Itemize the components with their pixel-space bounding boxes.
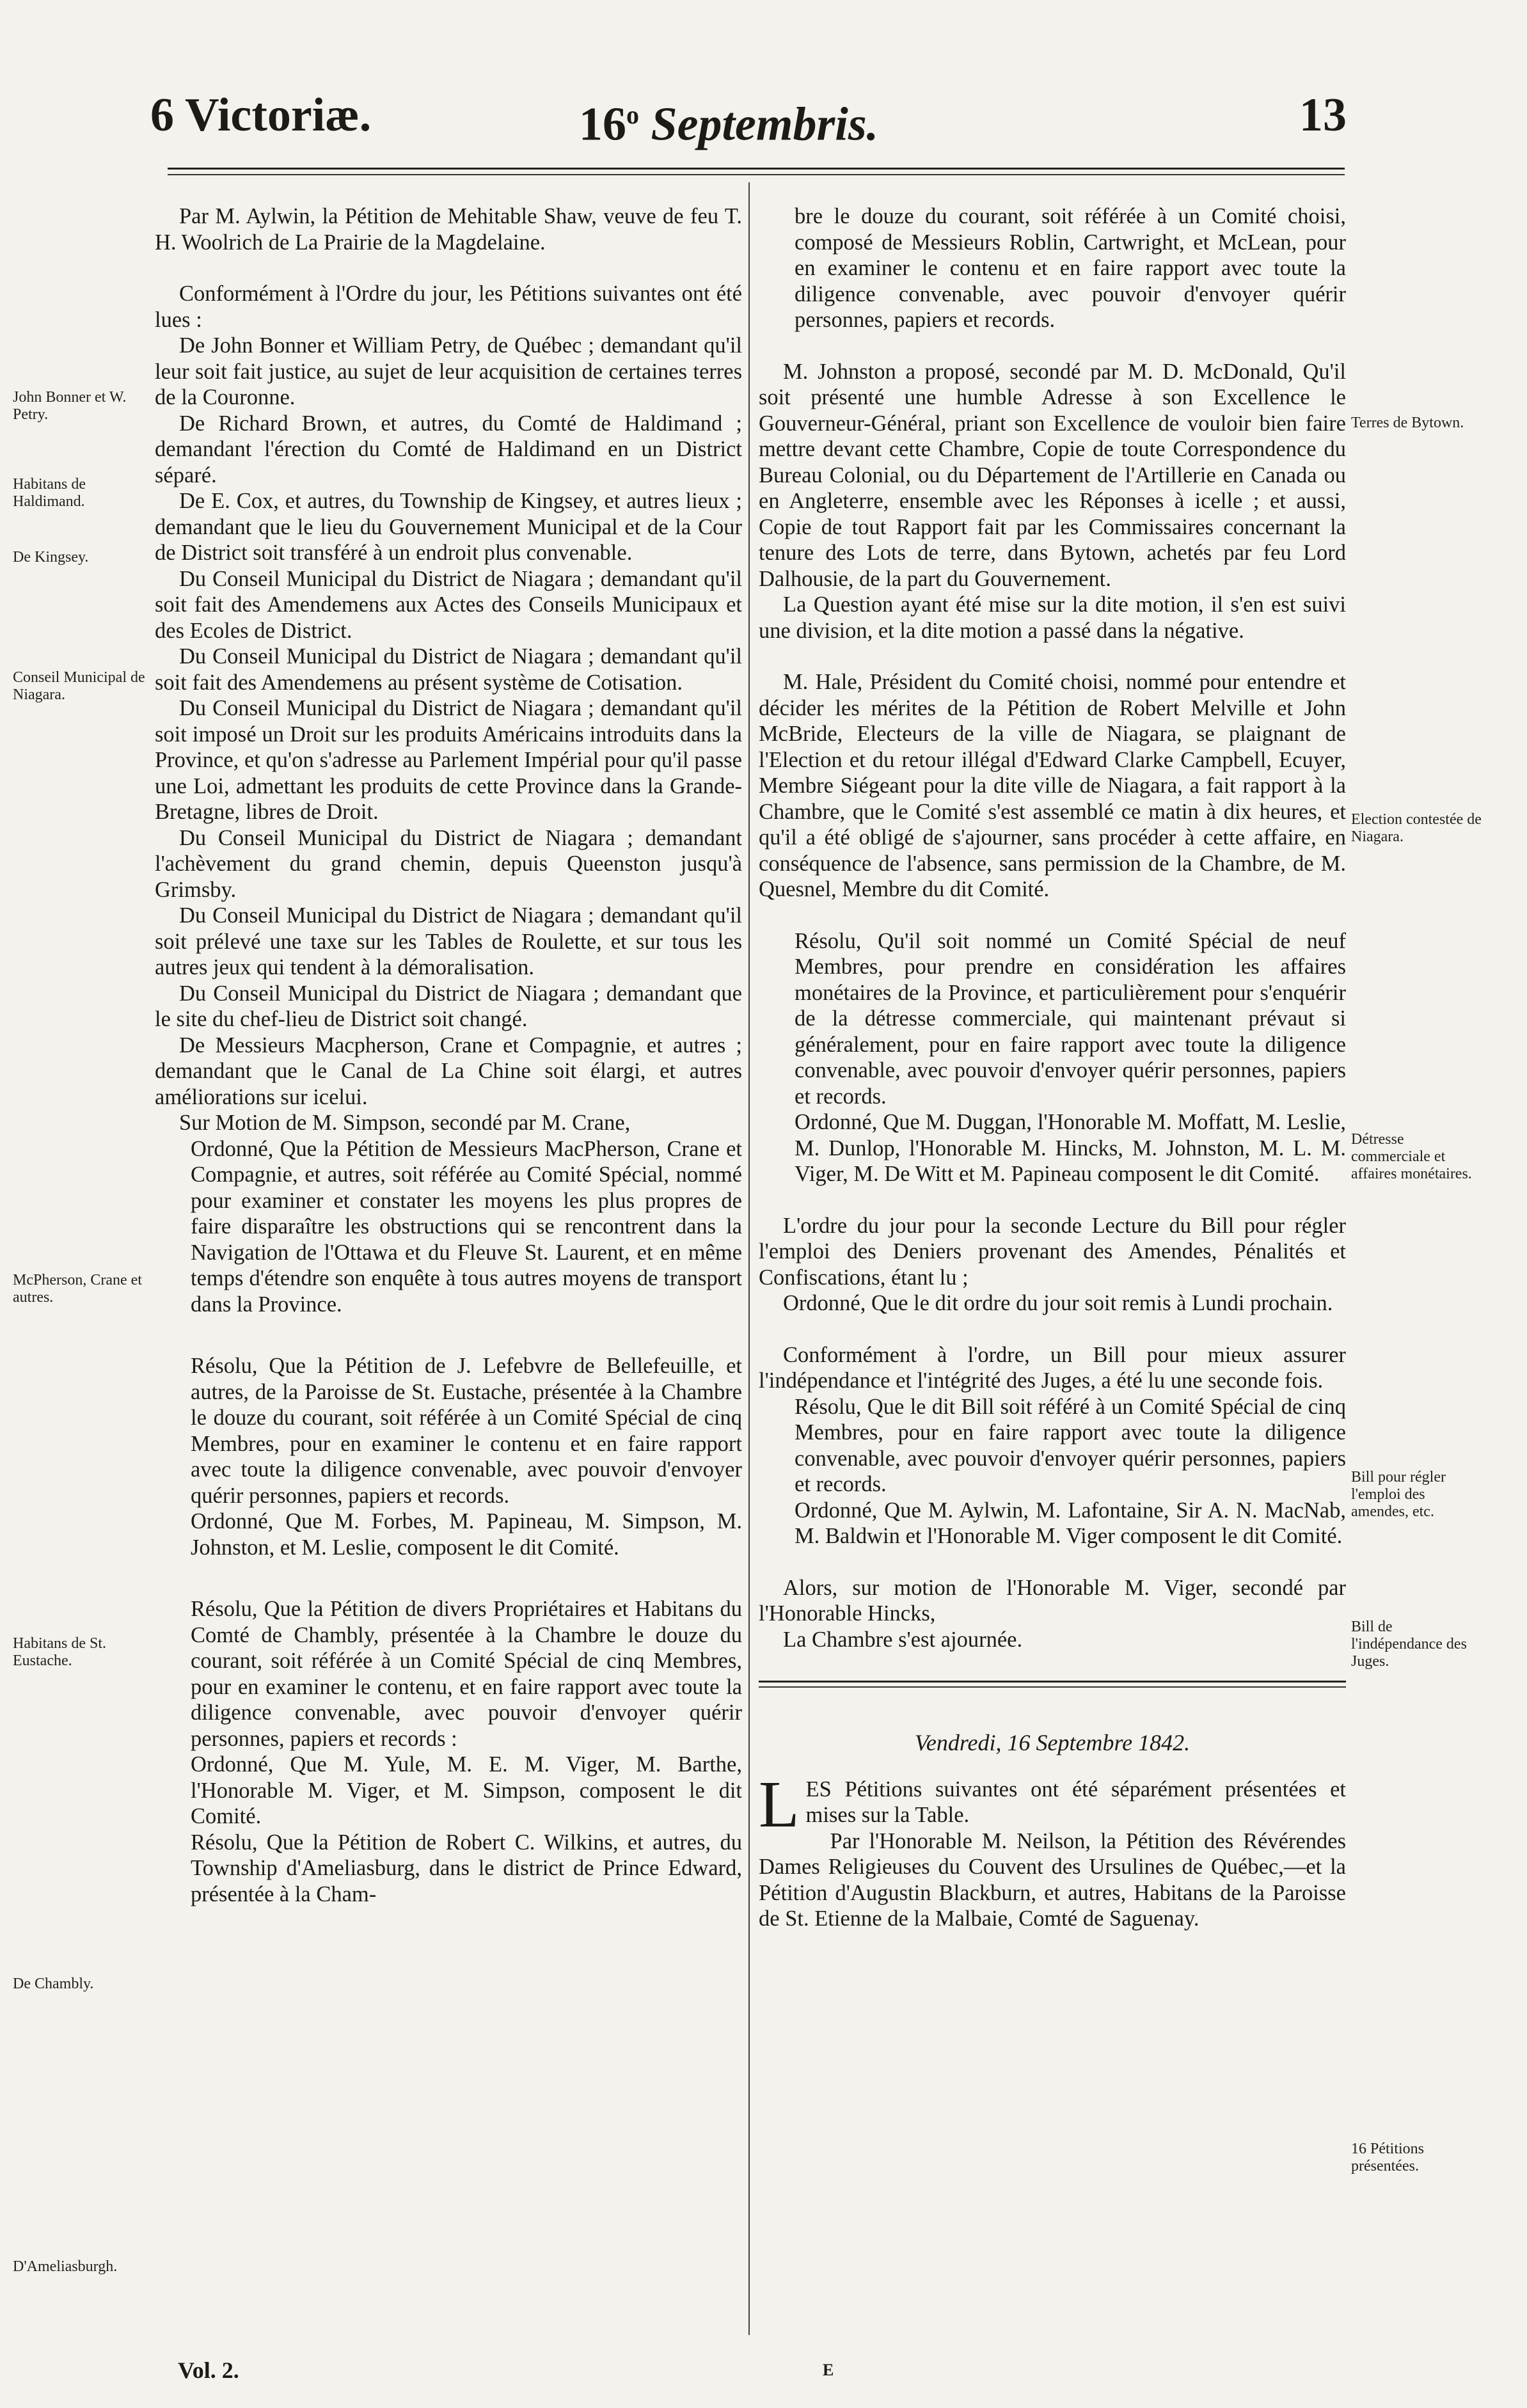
paragraph: Résolu, Que le dit Bill soit référé à un Comité Spécial de cinq Membres, pour en faire rapport avec toute la diligence convenable, avec pouvoir d'envoyer quérir personnes, papiers et records. bbox=[795, 1394, 1346, 1496]
paragraph: De John Bonner et William Petry, de Québec ; demandant qu'il leur soit fait justice, au sujet de leur acquisition de certaines terres de la Couronne. bbox=[155, 333, 742, 409]
paragraph: M. Hale, Président du Comité choisi, nommé pour entendre et décider les mérites de la Pétition de Robert Melville et John McBride, Electeurs de la ville de Niagara, se plaignant de l'Election et du retour illégal d'Edward Clarke Campbell, Ecuyer, Membre Siégeant pour la dite ville de Niagara, a fait rapport à la Chambre, que le Comité s'est assemblé ce matin à dix heures, et qu'il a été obligé de s'ajourner, sans procéder à cette affaire, en conséquence de l'absence, sans permission de la Chambre, de M. Quesnel, Membre du dit Comité. bbox=[759, 670, 1346, 901]
paragraph: L'ordre du jour pour la seconde Lecture du Bill pour régler l'emploi des Deniers provenant des Amendes, Pénalités et Confiscations, étant lu ; bbox=[759, 1213, 1346, 1290]
paragraph: Du Conseil Municipal du District de Niagara ; demandant qu'il soit prélevé une taxe sur les Tables de Roulette, et sur tous les autres jeux qui tendent à la démoralisation. bbox=[155, 903, 742, 979]
header-rule bbox=[168, 168, 1345, 170]
signature-mark: E bbox=[823, 2361, 834, 2379]
margin-note: Terres de Bytown. bbox=[1351, 415, 1464, 431]
paragraph: Par l'Honorable M. Neilson, la Pétition des Révérendes Dames Religieuses du Couvent des Ursulines de Québec,—et la Pétition d'Augustin Blackburn, et autres, Habitans de la Paroisse de St. Etienne de la Malbaie, Comté de Saguenay. bbox=[759, 1828, 1346, 1931]
header-month: Septembris. bbox=[651, 98, 879, 151]
header-regnal-year: 6 Victoriæ. bbox=[150, 89, 372, 141]
page-number: 13 bbox=[1299, 89, 1347, 141]
header-date bbox=[579, 86, 878, 154]
paragraph: ES Pétitions suivantes ont été séparément présentées et mises sur la Table. bbox=[805, 1777, 1346, 1827]
section-rule bbox=[759, 1681, 1346, 1683]
margin-note: Bill de l'indépendance des Juges. bbox=[1351, 1619, 1467, 1670]
paragraph: Ordonné, Que le dit ordre du jour soit remis à Lundi prochain. bbox=[783, 1291, 1333, 1315]
paragraph: De E. Cox, et autres, du Township de Kingsey, et autres lieux ; demandant que le lieu du Gouvernement Municipal et de la Cour de District soit transféré à un endroit plus convenable. bbox=[155, 489, 742, 565]
paragraph: Résolu, Qu'il soit nommé un Comité Spécial de neuf Membres, pour prendre en considération les affaires monétaires de la Province, et particulièrement pour s'enquérir de la détresse commerciale, qui maintenant prévaut si généralement, pour en faire rapport avec toute la diligence convenable, avec pouvoir d'envoyer quérir personnes, papiers et records. bbox=[795, 928, 1346, 1109]
column-separator bbox=[748, 182, 750, 2335]
margin-note: John Bonner et W. Petry. bbox=[13, 389, 127, 423]
paragraph: bre le douze du courant, soit référée à un Comité choisi, composé de Messieurs Roblin, Cartwright, et McLean, pour en examiner le contenu et en faire rapport avec toute la diligence convenable, avec pouvoir d'envoyer quérir personnes, papiers et records. bbox=[795, 204, 1346, 332]
paragraph: De Messieurs Macpherson, Crane et Compagnie, et autres ; demandant que le Canal de La Chine soit élargi, et autres améliorations sur icelui. bbox=[155, 1033, 742, 1109]
header-ordinal: o bbox=[626, 100, 639, 129]
paragraph: Résolu, Que la Pétition de J. Lefebvre de Bellefeuille, et autres, de la Paroisse de St. Eustache, présentée à la Chambre le douze du courant, soit référée à un Comité Spécial de cinq Membres, pour en examiner le contenu et en faire rapport avec toute la diligence convenable, avec pouvoir d'envoyer quérir personnes, papiers et records. bbox=[191, 1354, 742, 1508]
paragraph: De Richard Brown, et autres, du Comté de Haldimand ; demandant l'érection du Comté de Haldimand en un District séparé. bbox=[155, 411, 742, 487]
page-header bbox=[150, 86, 1347, 151]
paragraph: Résolu, Que la Pétition de divers Propriétaires et Habitans du Comté de Chambly, présentée à la Chambre le douze du courant, soit référée à un Comité Spécial de cinq Membres, pour en examiner le contenu, et en faire rapport avec toute la diligence convenable, avec pouvoir d'envoyer quérir personnes, papiers et records : bbox=[191, 1597, 742, 1751]
paragraph: Ordonné, Que la Pétition de Messieurs MacPherson, Crane et Compagnie, et autres, soit référée au Comité Spécial, nommé pour examiner et constater les moyens les plus propres de faire disparaître les obstructions qui se rencontrent dans la Navigation de l'Ottawa et du Fleuve St. Laurent, et en même temps d'étendre son enquête à tous autres moyens de transport dans la Province. bbox=[191, 1136, 742, 1317]
margin-note: Détresse commerciale et affaires monétaires. bbox=[1351, 1131, 1472, 1182]
margin-note: Habitans de St. Eustache. bbox=[13, 1635, 106, 1669]
paragraph: La Chambre s'est ajournée. bbox=[783, 1627, 1023, 1652]
margin-note: De Kingsey. bbox=[13, 549, 89, 566]
left-column bbox=[155, 203, 742, 1907]
paragraph: Du Conseil Municipal du District de Niagara ; demandant qu'il soit fait des Amendemens aux Actes des Conseils Municipaux et des Ecoles de District. bbox=[155, 566, 742, 643]
paragraph: Résolu, Que la Pétition de Robert C. Wilkins, et autres, du Township d'Ameliasburg, dans le district de Prince Edward, présentée à la Cham- bbox=[191, 1830, 742, 1906]
margin-note: Bill pour régler l'emploi des amendes, etc. bbox=[1351, 1469, 1446, 1520]
paragraph: Du Conseil Municipal du District de Niagara ; demandant qu'il soit imposé un Droit sur les produits Américains introduits dans la Province, et qu'on s'adresse au Parlement Impérial pour qu'il passe une Loi, admettant les produits de cette Province dans la Grande-Bretagne, libres de Droit. bbox=[155, 696, 742, 824]
header-rule-thin bbox=[168, 174, 1345, 175]
paragraph: Ordonné, Que M. Forbes, M. Papineau, M. Simpson, M. Johnston, et M. Leslie, composent le dit Comité. bbox=[191, 1509, 742, 1560]
margin-note: De Chambly. bbox=[13, 1976, 94, 1992]
margin-note: Habitans de Haldimand. bbox=[13, 476, 86, 510]
paragraph: Du Conseil Municipal du District de Niagara ; demandant l'achèvement du grand chemin, depuis Queenston jusqu'à Grimsby. bbox=[155, 825, 742, 902]
paragraph: Du Conseil Municipal du District de Niagara ; demandant qu'il soit fait des Amendemens au présent système de Cotisation. bbox=[155, 644, 742, 695]
volume-number: Vol. 2. bbox=[178, 2357, 239, 2383]
paragraph: M. Johnston a proposé, secondé par M. D. McDonald, Qu'il soit présenté une humble Adresse à son Excellence le Gouverneur-Général, priant son Excellence de vouloir bien faire mettre devant cette Chambre, Copie de toute Correspondence du Bureau Colonial, ou du Département de l'Artillerie en Canada ou en Angleterre, ensemble avec les Réponses à icelle ; et aussi, Copie de tout Rapport fait par les Commissaires concernant la tenure des Lots de terre, dans Bytown, achetés par feu Lord Dalhousie, de la part du Gouvernement. bbox=[759, 359, 1346, 591]
paragraph: Ordonné, Que M. Duggan, l'Honorable M. Moffatt, M. Leslie, M. Dunlop, l'Honorable M. Hincks, M. Johnston, M. L. M. Viger, M. De Witt et M. Papineau composent le dit Comité. bbox=[795, 1110, 1346, 1186]
new-sitting bbox=[759, 1767, 1346, 1932]
paragraph: Sur Motion de M. Simpson, secondé par M. Crane, bbox=[179, 1111, 631, 1135]
paragraph: Ordonné, Que M. Aylwin, M. Lafontaine, Sir A. N. MacNab, M. Baldwin et l'Honorable M. Viger composent le dit Comité. bbox=[795, 1498, 1346, 1548]
margin-note: Election contestée de Niagara. bbox=[1351, 811, 1482, 845]
drop-cap: L bbox=[759, 1767, 800, 1841]
margin-note: Conseil Municipal de Niagara. bbox=[13, 669, 145, 703]
paragraph: Ordonné, Que M. Yule, M. E. M. Viger, M. Barthe, l'Honorable M. Viger, et M. Simpson, composent le dit Comité. bbox=[191, 1752, 742, 1828]
paragraph: La Question ayant été mise sur la dite motion, il s'en est suivi une division, et la dite motion a passé dans la négative. bbox=[759, 592, 1346, 643]
paragraph: Conformément à l'Ordre du jour, les Pétitions suivantes ont été lues : bbox=[155, 281, 742, 332]
section-rule-thin bbox=[759, 1686, 1346, 1688]
margin-note: McPherson, Crane et autres. bbox=[13, 1272, 142, 1306]
paragraph: Du Conseil Municipal du District de Niagara ; demandant que le site du chef-lieu de District soit changé. bbox=[155, 981, 742, 1031]
header-day: 16 bbox=[579, 98, 626, 151]
paragraph: Par M. Aylwin, la Pétition de Mehitable Shaw, veuve de feu T. H. Woolrich de La Prairie de la Magdelaine. bbox=[155, 204, 742, 255]
margin-note: 16 Pétitions présentées. bbox=[1351, 2141, 1425, 2174]
right-column bbox=[759, 203, 1346, 1932]
sitting-date: Vendredi, 16 Septembre 1842. bbox=[914, 1730, 1191, 1755]
paragraph: Alors, sur motion de l'Honorable M. Viger, secondé par l'Honorable Hincks, bbox=[759, 1575, 1346, 1626]
paragraph: Conformément à l'ordre, un Bill pour mieux assurer l'indépendance et l'intégrité des Juges, a été lu une seconde fois. bbox=[759, 1342, 1346, 1393]
margin-note: D'Ameliasburgh. bbox=[13, 2258, 118, 2275]
